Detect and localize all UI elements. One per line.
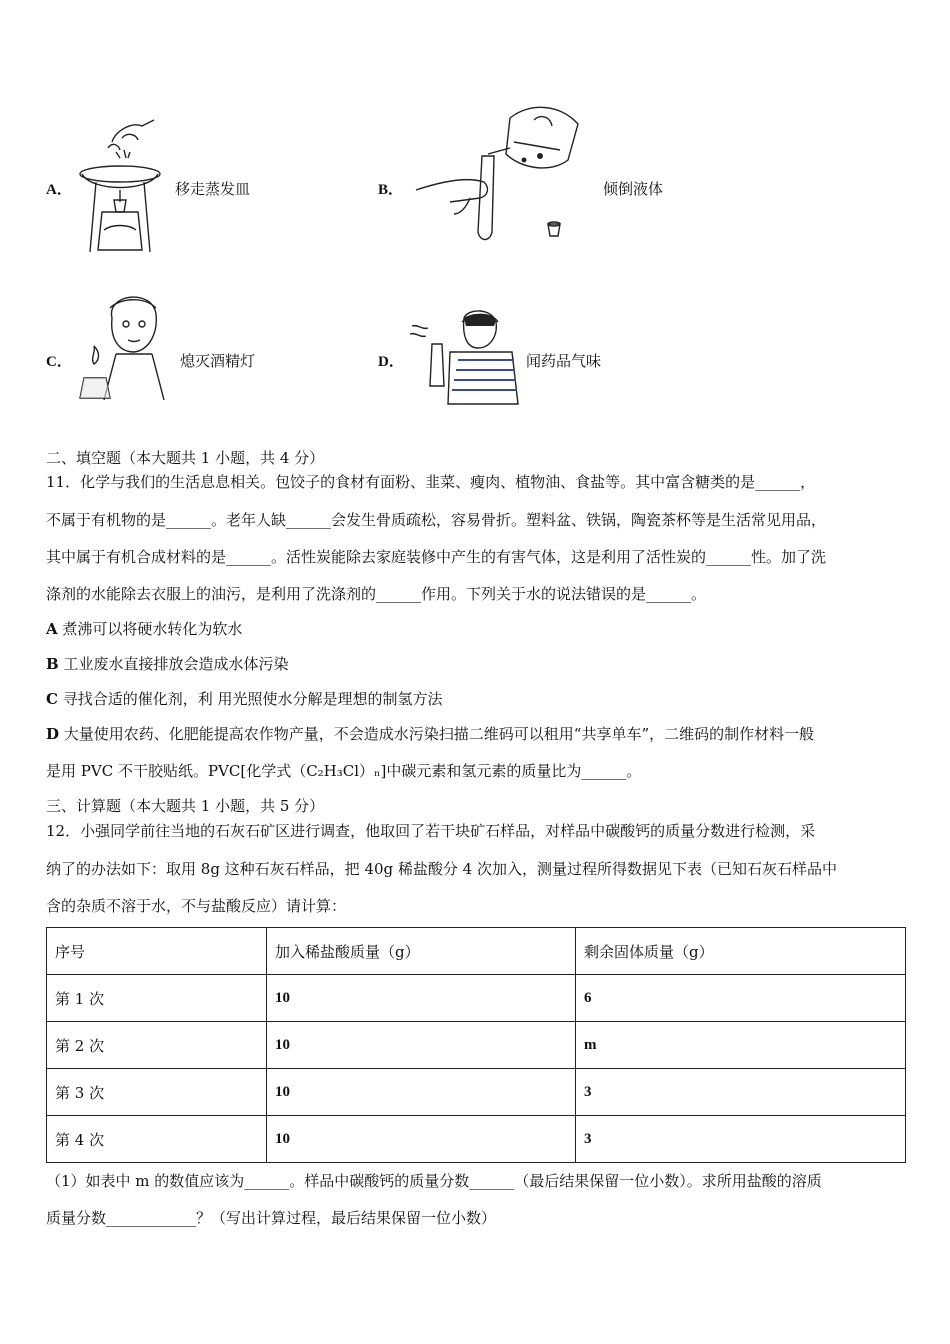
option-a-letter: A． bbox=[46, 182, 72, 198]
table-cell: m bbox=[576, 1022, 906, 1069]
evaporating-dish-removal-icon bbox=[72, 112, 168, 258]
table-cell: 第 4 次 bbox=[47, 1116, 267, 1163]
choice-letter: C bbox=[46, 690, 58, 708]
table-cell: 3 bbox=[576, 1116, 906, 1163]
table-cell: 10 bbox=[267, 975, 576, 1022]
q12-line-1: 12．小强同学前往当地的石灰石矿区进行调查，他取回了若干块矿石样品，对样品中碳酸钙的质量分数进行检测，采 bbox=[46, 822, 816, 840]
option-b-letter: B． bbox=[378, 182, 404, 198]
table-cell: 10 bbox=[267, 1116, 576, 1163]
table-cell: 10 bbox=[267, 1022, 576, 1069]
question-line-1: （1）如表中 m 的数值应该为______。样品中碳酸钙的质量分数______（最后结果保留一位小数）。求所用盐酸的溶质 bbox=[46, 1172, 822, 1190]
table-row bbox=[47, 1069, 906, 1116]
option-b-caption: 倾倒液体 bbox=[603, 180, 664, 198]
table-header-cell: 序号 bbox=[47, 928, 267, 975]
table-row bbox=[47, 1022, 906, 1069]
q11-choice-b bbox=[46, 655, 906, 674]
choice-letter: D bbox=[46, 725, 60, 743]
option-c-caption: 熄灭酒精灯 bbox=[180, 352, 256, 370]
q11-line-4: 涤剂的水能除去衣服上的油污，是利用了洗涤剂的______作用。下列关于水的说法错误的是______。 bbox=[46, 585, 707, 603]
table-row bbox=[47, 1116, 906, 1163]
q12-line-3: 含的杂质不溶于水，不与盐酸反应）请计算： bbox=[46, 897, 347, 915]
table-cell: 第 2 次 bbox=[47, 1022, 267, 1069]
choice-letter: A bbox=[46, 620, 58, 638]
smell-chemical-icon bbox=[402, 308, 522, 406]
q11-choice-a bbox=[46, 620, 906, 639]
q11-last-line: 是用 PVC 不干胶贴纸。PVC[化学式（C₂H₃Cl）ₙ]中碳元素和氢元素的质量比为______。 bbox=[46, 762, 642, 780]
pouring-liquid-icon bbox=[410, 98, 590, 248]
table-cell: 第 3 次 bbox=[47, 1069, 267, 1116]
q12-line-2: 纳了的办法如下：取用 8g 这种石灰石样品，把 40g 稀盐酸分 4 次加入，测量过程所得数据见下表（已知石灰石样品中 bbox=[46, 860, 837, 878]
q11-choice-d bbox=[46, 725, 906, 744]
q11-choice-c bbox=[46, 690, 906, 709]
option-c-letter: C． bbox=[46, 354, 72, 370]
section2-title: 二、填空题（本大题共 1 小题，共 4 分） bbox=[46, 449, 325, 467]
choice-letter: B bbox=[46, 655, 59, 673]
choice-text: 煮沸可以将硬水转化为软水 bbox=[62, 620, 243, 638]
data-table bbox=[46, 927, 906, 1163]
table-cell: 第 1 次 bbox=[47, 975, 267, 1022]
table-header-row bbox=[47, 928, 906, 975]
table-cell: 10 bbox=[267, 1069, 576, 1116]
table-header-cell: 加入稀盐酸质量（g） bbox=[267, 928, 576, 975]
option-d-letter: D． bbox=[378, 354, 404, 370]
table-cell: 6 bbox=[576, 975, 906, 1022]
choice-text: 工业废水直接排放会造成水体污染 bbox=[63, 655, 289, 673]
option-a-caption: 移走蒸发皿 bbox=[175, 180, 251, 198]
q11-line-1: 11．化学与我们的生活息息相关。包饺子的食材有面粉、韭菜、瘦肉、植物油、食盐等。其中富含糖类的是______， bbox=[46, 473, 816, 491]
choice-text: 寻找合适的催化剂，利 用光照使水分解是理想的制氢方法 bbox=[62, 690, 443, 708]
extinguish-alcohol-lamp-icon bbox=[76, 288, 176, 404]
table-cell: 3 bbox=[576, 1069, 906, 1116]
option-d-caption: 闻药品气味 bbox=[526, 352, 602, 370]
q11-line-2: 不属于有机物的是______。老年人缺______会发生骨质疏松，容易骨折。塑料盆、铁锅，陶瓷茶杯等是生活常见用品， bbox=[46, 511, 827, 529]
question-line-2: 质量分数____________？（写出计算过程，最后结果保留一位小数） bbox=[46, 1209, 497, 1227]
q11-line-3: 其中属于有机合成材料的是______。活性炭能除去家庭装修中产生的有害气体，这是利用了活性炭的______性。加了洗 bbox=[46, 548, 827, 566]
table-row bbox=[47, 975, 906, 1022]
choice-text: 大量使用农药、化肥能提高农作物产量，不会造成水污染扫描二维码可以租用“共享单车”，二维码的制作材料一般 bbox=[63, 725, 815, 743]
section3-title: 三、计算题（本大题共 1 小题，共 5 分） bbox=[46, 797, 325, 815]
table-header-cell: 剩余固体质量（g） bbox=[576, 928, 906, 975]
